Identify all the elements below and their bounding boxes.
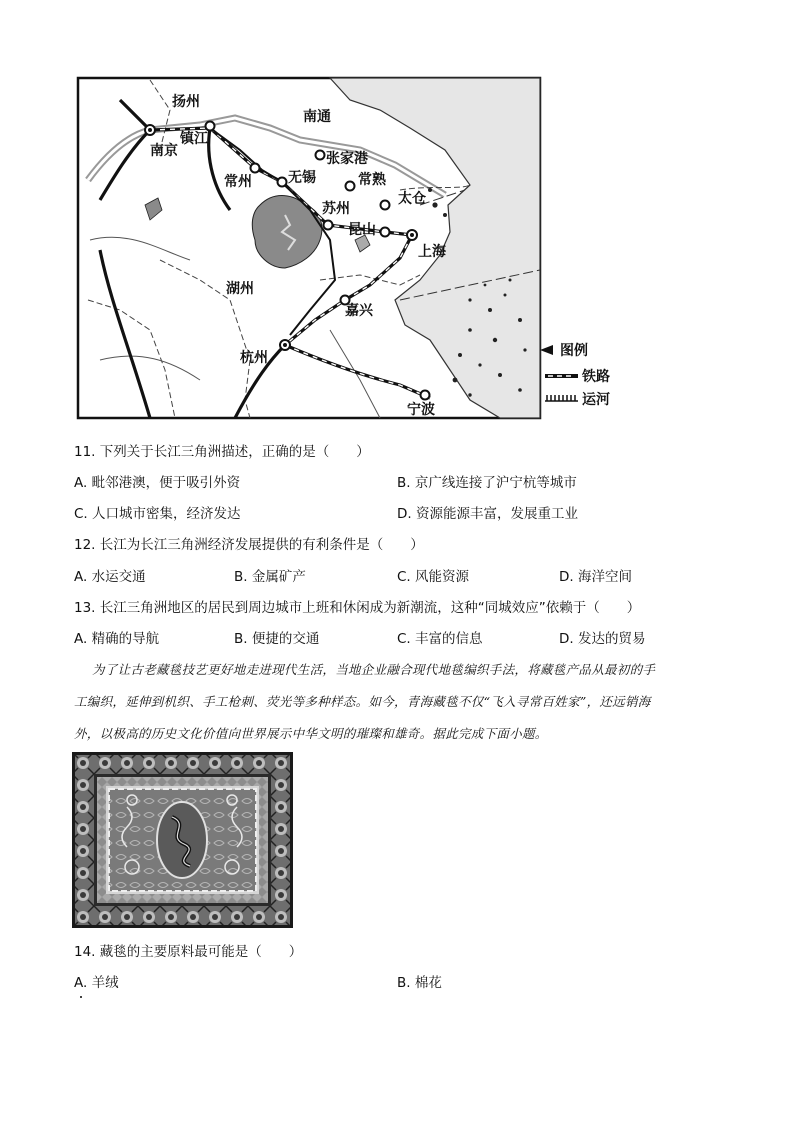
legend-canal: 运河 (582, 392, 610, 408)
question-14-option-b[interactable]: B. 棉花 (397, 975, 442, 991)
city-nanjing: 南京 (150, 143, 178, 159)
question-13-option-b[interactable]: B. 便捷的交通 (234, 631, 320, 647)
question-14-stem: 14. 藏毯的主要原料最可能是（ ） (74, 944, 303, 960)
city-kunshan: 昆山 (348, 222, 376, 238)
passage-line-3: 外，以极高的历史文化价值向世界展示中华文明的璀璨和雄奇。据此完成下面小题。 (74, 726, 548, 741)
city-hangzhou: 杭州 (240, 350, 268, 366)
question-13-option-c[interactable]: C. 丰富的信息 (397, 631, 483, 647)
question-11-stem: 11. 下列关于长江三角洲描述，正确的是（ ） (74, 444, 370, 460)
question-12-stem: 12. 长江为长江三角洲经济发展提供的有利条件是（ ） (74, 537, 424, 553)
city-changzhou: 常州 (224, 174, 252, 190)
question-14-option-a[interactable]: A. 羊绒 (74, 975, 119, 991)
question-11-option-d[interactable]: D. 资源能源丰富，发展重工业 (397, 506, 578, 522)
question-11-option-a[interactable]: A. 毗邻港澳，便于吸引外资 (74, 475, 241, 491)
yangtze-delta-map (0, 60, 794, 425)
legend-railway: 铁路 (582, 369, 610, 385)
city-changshu: 常熟 (358, 172, 386, 188)
question-11-option-c[interactable]: C. 人口城市密集，经济发达 (74, 506, 241, 522)
passage-line-1: 为了让古老藏毯技艺更好地走进现代生活，当地企业融合现代地毯编织手法，将藏毯产品从最初的手 (92, 662, 656, 677)
question-11-option-b[interactable]: B. 京广线连接了沪宁杭等城市 (397, 475, 577, 491)
city-shanghai: 上海 (418, 244, 446, 260)
map-legend (540, 342, 610, 408)
city-huzhou: 湖州 (226, 281, 254, 297)
city-taicang: 太仓 (398, 191, 426, 207)
city-suzhou: 苏州 (322, 201, 350, 217)
passage (74, 654, 724, 750)
stray-dot (80, 996, 82, 998)
question-13-option-a[interactable]: A. 精确的导航 (74, 631, 160, 647)
question-12-option-a[interactable]: A. 水运交通 (74, 569, 146, 585)
city-yangzhou: 扬州 (172, 94, 200, 110)
legend-title: 图例 (560, 343, 588, 359)
city-ningbo: 宁波 (407, 402, 435, 418)
city-wuxi: 无锡 (288, 170, 316, 186)
city-zhenjiang: 镇江 (180, 131, 208, 147)
city-nantong: 南通 (303, 109, 331, 125)
question-12-option-d[interactable]: D. 海洋空间 (559, 569, 632, 585)
question-13-option-d[interactable]: D. 发达的贸易 (559, 631, 646, 647)
question-12-option-c[interactable]: C. 风能资源 (397, 569, 470, 585)
city-jiaxing: 嘉兴 (345, 303, 373, 319)
passage-line-2: 工编织，延伸到机织、手工枪刺、荧光等多种样态。如今，青海藏毯不仅“飞入寻常百姓家”，还远销海 (74, 694, 651, 709)
legend-canal-icon (545, 395, 578, 401)
legend-arrow-icon (540, 345, 553, 355)
tibetan-carpet-image (72, 752, 293, 928)
city-zhangjiagang: 张家港 (326, 151, 368, 167)
question-13-stem: 13. 长江三角洲地区的居民到周边城市上班和休闲成为新潮流，这种“同城效应”依赖于（ ） (74, 600, 641, 616)
question-12-option-b[interactable]: B. 金属矿产 (234, 569, 306, 585)
